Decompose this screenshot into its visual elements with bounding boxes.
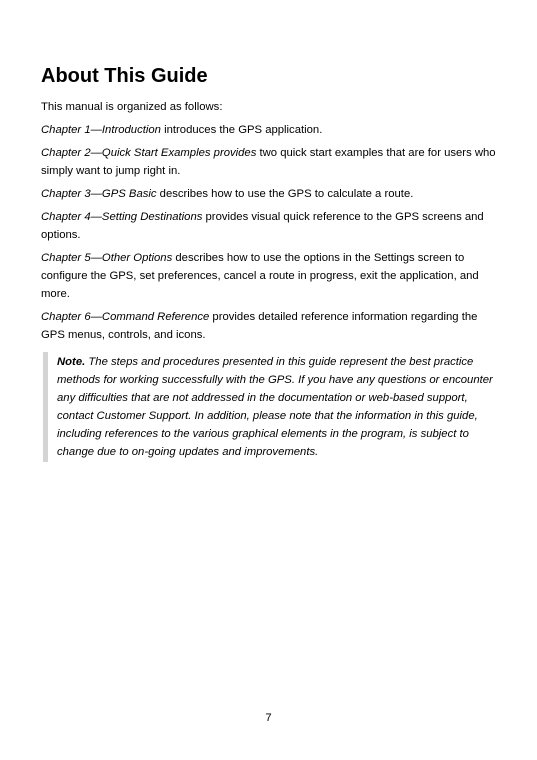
chapter-3-paragraph [41,185,496,203]
note-callout [43,352,503,462]
chapter-6-paragraph [41,308,496,344]
chapter-2-paragraph [41,144,496,180]
chapter-3-description: describes how to use the GPS to calculate a route. [156,188,414,200]
intro-paragraph: This manual is organized as follows: [41,101,223,113]
chapter-4-paragraph [41,208,496,244]
chapter-2-title: Chapter 2—Quick Start Examples provides [41,147,257,159]
document-page [41,62,496,462]
chapter-5-title: Chapter 5—Other Options [41,252,173,264]
chapter-6-title: Chapter 6—Command Reference [41,311,210,323]
chapter-3-title: Chapter 3—GPS Basic [41,188,157,200]
chapter-6-description: provides detailed reference information regarding the GPS menus, controls, and icons. [41,311,478,341]
note-text: The steps and procedures presented in this guide represent the best practice methods for working successfully with the GPS. If you have any questions or encounter any difficulties that are not addressed in the documentation or web-based support, contact Customer Support. In addition, please note that the information in this guide, including references to the various graphical elements in the program, is subject to change due to on-going updates and improvements. [57,356,493,458]
chapter-5-paragraph [41,249,496,303]
page-number: 7 [265,712,272,724]
chapter-1-description: introduces the GPS application. [160,124,323,136]
chapter-1-paragraph [41,121,496,139]
chapter-1-title: Chapter 1—Introduction [41,124,161,136]
chapter-5-description: describes how to use the options in the Settings screen to configure the GPS, set preferences, cancel a route in progress, exit the application, and more. [41,252,479,300]
page-title: About This Guide [41,65,208,87]
chapter-4-title: Chapter 4—Setting Destinations [41,211,203,223]
chapter-2-description: two quick start examples that are for users who simply want to jump right in. [41,147,496,177]
note-label: Note. [57,356,86,368]
chapter-4-description: provides visual quick reference to the GPS screens and options. [41,211,484,241]
